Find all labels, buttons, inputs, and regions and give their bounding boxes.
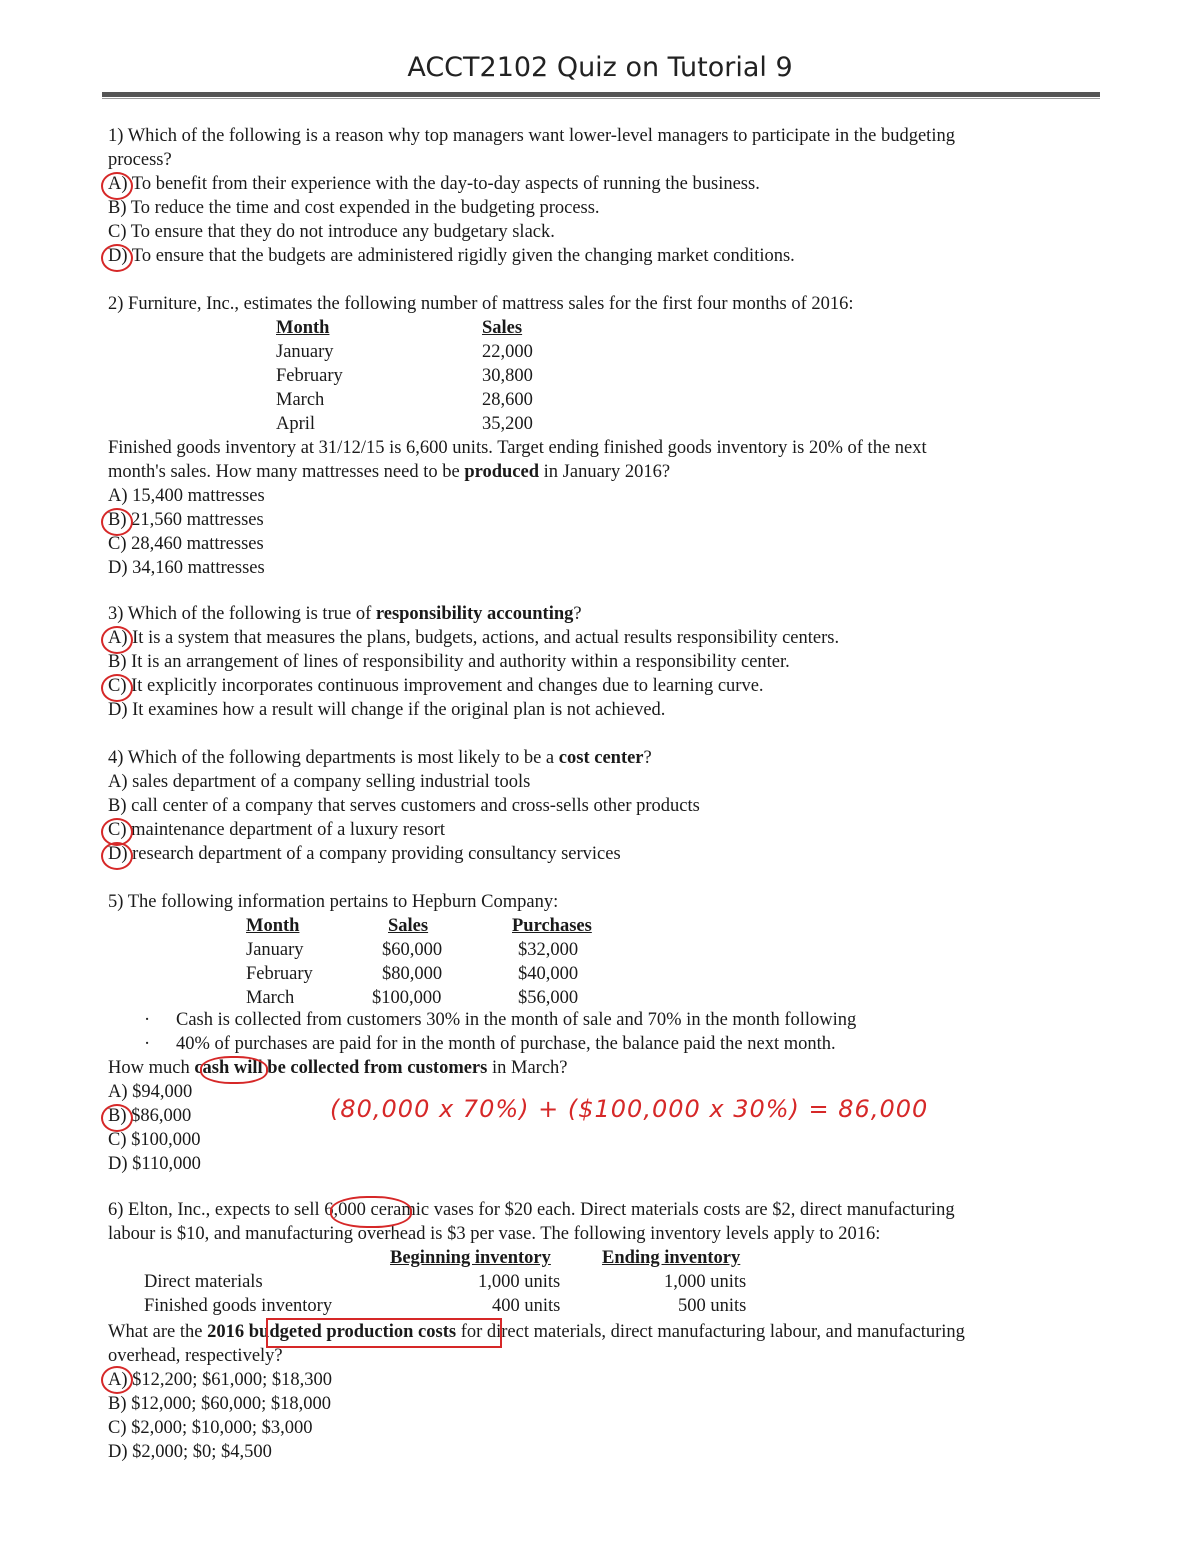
q5-row-purchases: $56,000 [518, 988, 579, 1008]
q2-sales-table [276, 316, 541, 436]
q6-header-ending: Ending inventory [602, 1248, 741, 1268]
q4-option-c: C) maintenance department of a luxury resort [108, 820, 445, 840]
q6-ask-post: for direct materials, direct manufacturing labour, and manufacturing [456, 1322, 965, 1342]
q4-option-a: A) sales department of a company selling industrial tools [108, 772, 531, 792]
q4-stem-bold: cost center [558, 748, 644, 768]
q2-header-sales: Sales [482, 318, 523, 338]
q5-header-purchases: Purchases [512, 916, 592, 936]
q5-ask-pre: How much [108, 1058, 195, 1078]
q6-row-label: Finished goods inventory [144, 1296, 333, 1316]
question-5 [108, 890, 558, 914]
q5-bullet-dot: · [144, 1034, 151, 1054]
question-6 [108, 1198, 955, 1246]
q1-stem-line2: process? [108, 150, 172, 170]
q6-ask [108, 1320, 965, 1344]
q2-option-d: D) 34,160 mattresses [108, 558, 265, 578]
q5-handwritten-working: (80,000 x 70%) + ($100,000 x 30%) = 86,000 [330, 1095, 929, 1123]
q5-row-sales: $60,000 [382, 940, 443, 960]
q6-stem-line2: labour is $10, and manufacturing overhead is $3 per vase. The following inventory levels apply to 2016: [108, 1224, 881, 1244]
q1-stem-line1: 1) Which of the following is a reason why top managers want lower-level managers to participate in the budgeting [108, 126, 955, 146]
page-title: ACCT2102 Quiz on Tutorial 9 [407, 52, 793, 83]
q6-stem-line1: 6) Elton, Inc., expects to sell 6,000 ceramic vases for $20 each. Direct materials costs are $2, direct manufacturing [108, 1200, 955, 1220]
q6-row-ending: 500 units [678, 1296, 747, 1316]
q1-option-d: D) To ensure that the budgets are administered rigidly given the changing market conditions. [108, 246, 795, 266]
q2-stem: 2) Furniture, Inc., estimates the following number of mattress sales for the first four months of 2016: [108, 294, 854, 314]
q3-option-d: D) It examines how a result will change if the original plan is not achieved. [108, 700, 666, 720]
q2-row-month: March [276, 390, 325, 410]
q2-option-c: C) 28,460 mattresses [108, 534, 264, 554]
q6-ask-bold: 2016 budgeted production costs [207, 1322, 457, 1342]
q6-row-beginning: 400 units [492, 1296, 561, 1316]
q2-option-a: A) 15,400 mattresses [108, 486, 265, 506]
q5-header-sales: Sales [388, 916, 429, 936]
q3-stem [108, 602, 839, 626]
q5-option-b: B) $86,000 [108, 1106, 192, 1126]
q6-row-beginning: 1,000 units [478, 1272, 561, 1292]
q2-text-bold: produced [464, 462, 540, 482]
q5-row-sales: $80,000 [382, 964, 443, 984]
q2-row-month: April [276, 414, 316, 434]
q6-ask-pre: What are the [108, 1322, 208, 1342]
question-2-body [108, 436, 927, 580]
q5-row-sales: $100,000 [372, 988, 442, 1008]
q6-inventory-table [144, 1246, 764, 1318]
q2-option-b: B) 21,560 mattresses [108, 510, 264, 530]
q2-text-line-b [108, 460, 927, 484]
q5-row-month: February [246, 964, 313, 984]
q2-row-sales: 22,000 [482, 342, 533, 362]
q5-bullet-2: 40% of purchases are paid for in the month of purchase, the balance paid the next month. [176, 1034, 836, 1054]
q2-row-month: February [276, 366, 343, 386]
q3-stem-post: ? [573, 604, 582, 624]
question-3 [108, 602, 839, 722]
q6-ask-line2: overhead, respectively? [108, 1346, 283, 1366]
q5-ask-bold: cash will be collected from customers [194, 1058, 488, 1078]
q6-option-d: D) $2,000; $0; $4,500 [108, 1442, 272, 1462]
q4-option-b: B) call center of a company that serves customers and cross-sells other products [108, 796, 700, 816]
q4-stem-pre: 4) Which of the following departments is most likely to be a [108, 748, 559, 768]
q2-row-sales: 30,800 [482, 366, 533, 386]
q3-option-a: A) It is a system that measures the plans, budgets, actions, and actual results responsibility centers. [108, 628, 840, 648]
q5-header-month: Month [246, 916, 300, 936]
q3-option-b: B) It is an arrangement of lines of responsibility and authority within a responsibility center. [108, 652, 790, 672]
q4-stem [108, 746, 700, 770]
q6-header-beginning: Beginning inventory [390, 1248, 551, 1268]
question-1 [108, 124, 955, 268]
q5-option-d: D) $110,000 [108, 1154, 201, 1174]
q5-row-purchases: $32,000 [518, 940, 579, 960]
q2-text-post: in January 2016? [539, 462, 671, 482]
title-rule-thin [102, 98, 1100, 99]
q5-ask-post: in March? [487, 1058, 568, 1078]
q1-option-b: B) To reduce the time and cost expended in the budgeting process. [108, 198, 600, 218]
q2-row-sales: 35,200 [482, 414, 533, 434]
q5-option-c: C) $100,000 [108, 1130, 201, 1150]
question-6-body [108, 1320, 965, 1464]
title-rule [102, 92, 1100, 97]
q6-option-b: B) $12,000; $60,000; $18,000 [108, 1394, 332, 1414]
question-4 [108, 746, 700, 866]
q2-row-sales: 28,600 [482, 390, 533, 410]
q5-bullet-dot: · [144, 1010, 151, 1030]
q6-row-ending: 1,000 units [664, 1272, 747, 1292]
q2-header-month: Month [276, 318, 330, 338]
q5-option-a: A) $94,000 [108, 1082, 193, 1102]
q5-ask [108, 1056, 568, 1080]
q1-option-a: A) To benefit from their experience with the day-to-day aspects of running the business. [108, 174, 760, 194]
q3-option-c: C) It explicitly incorporates continuous improvement and changes due to learning curve. [108, 676, 764, 696]
q4-stem-post: ? [643, 748, 652, 768]
q6-option-c: C) $2,000; $10,000; $3,000 [108, 1418, 313, 1438]
q4-option-d: D) research department of a company providing consultancy services [108, 844, 621, 864]
q1-option-c: C) To ensure that they do not introduce any budgetary slack. [108, 222, 555, 242]
q5-row-month: January [246, 940, 304, 960]
q5-row-purchases: $40,000 [518, 964, 579, 984]
q2-text-line-a: Finished goods inventory at 31/12/15 is 6,600 units. Target ending finished goods inventory is 20% of the next [108, 438, 927, 458]
q5-bullet-1: Cash is collected from customers 30% in the month of sale and 70% in the month following [176, 1010, 857, 1030]
q6-row-label: Direct materials [144, 1272, 263, 1292]
q6-option-a: A) $12,200; $61,000; $18,300 [108, 1370, 333, 1390]
q2-text-pre: month's sales. How many mattresses need to be [108, 462, 465, 482]
q5-stem: 5) The following information pertains to Hepburn Company: [108, 892, 559, 912]
question-2 [108, 292, 854, 316]
q5-table [246, 914, 606, 1010]
q3-stem-pre: 3) Which of the following is true of [108, 604, 376, 624]
q5-row-month: March [246, 988, 295, 1008]
q2-row-month: January [276, 342, 334, 362]
q3-stem-bold: responsibility accounting [375, 604, 574, 624]
